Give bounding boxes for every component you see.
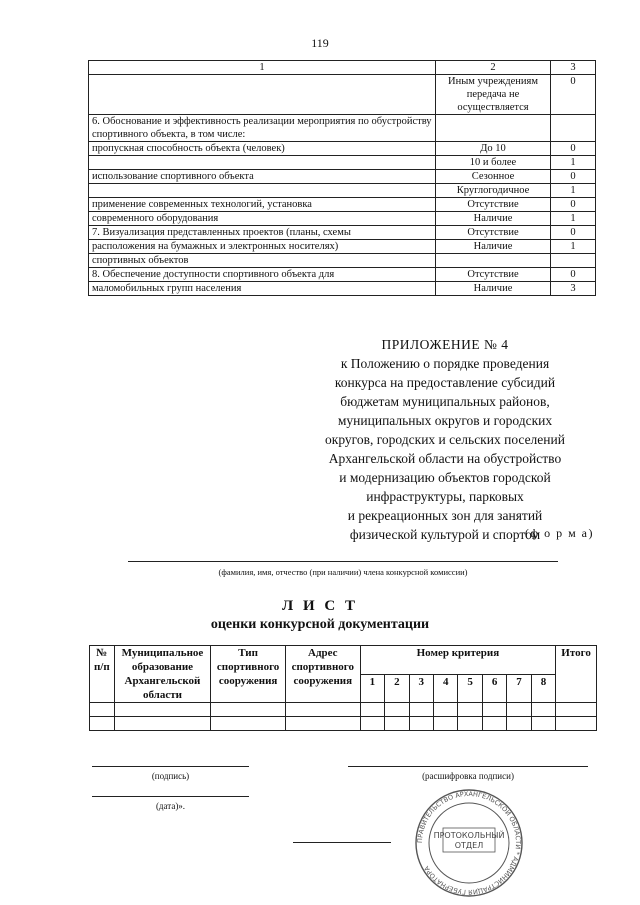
date-caption: (дата)».	[155, 801, 186, 811]
criteria-row	[89, 240, 596, 254]
signature-caption: (подпись)	[151, 771, 190, 781]
empty-cell	[507, 703, 531, 717]
appendix-line: инфраструктуры, парковых	[366, 489, 524, 504]
criteria-score: 0	[551, 142, 596, 156]
criteria-value: Наличие	[436, 240, 551, 254]
header-type: Тип спортивного сооружения	[211, 646, 286, 703]
official-stamp	[398, 788, 541, 898]
criteria-header-row	[89, 61, 596, 75]
stamp-text-line2: ОТДЕЛ	[454, 841, 484, 850]
decoding-line	[348, 766, 588, 767]
empty-cell	[531, 703, 555, 717]
name-underline	[128, 561, 558, 562]
criterion-number: 3	[409, 674, 433, 703]
empty-cell	[458, 703, 482, 717]
header-criteria: Номер критерия	[360, 646, 556, 675]
criteria-score: 0	[551, 170, 596, 184]
criteria-label: 8. Обеспечение доступности спортивного объекта для	[89, 268, 436, 282]
criteria-label: маломобильных групп населения	[89, 282, 436, 296]
criteria-value	[436, 254, 551, 268]
empty-cell	[433, 717, 457, 731]
signature-line	[92, 766, 249, 767]
header-total: Итого	[556, 646, 597, 703]
name-caption: (фамилия, имя, отчество (при наличии) члена конкурсной комиссии)	[218, 567, 468, 577]
empty-cell	[360, 703, 384, 717]
criteria-score: 1	[551, 156, 596, 170]
empty-cell	[90, 703, 115, 717]
date-line	[92, 796, 249, 797]
criteria-value: Сезонное	[436, 170, 551, 184]
criteria-label: 7. Визуализация представленных проектов (планы, схемы	[89, 226, 436, 240]
forma-label: (ф о р м а)	[524, 526, 594, 540]
criterion-number: 7	[507, 674, 531, 703]
criteria-score: 0	[551, 75, 596, 115]
criterion-number: 1	[360, 674, 384, 703]
evaluation-table	[89, 645, 597, 731]
stamp-ring-text: ПРАВИТЕЛЬСТВО АРХАНГЕЛЬСКОЙ ОБЛАСТИ * АДМИНИСТРАЦИЯ ГУБЕРНАТОРА	[415, 789, 523, 897]
table-row	[90, 703, 597, 717]
criteria-label: применение современных технологий, установка	[89, 198, 436, 212]
criteria-score: 0	[551, 198, 596, 212]
criteria-value: Отсутствие	[436, 198, 551, 212]
empty-cell	[556, 703, 597, 717]
appendix-line: муниципальных округов и городских	[337, 413, 553, 428]
criteria-label	[89, 156, 436, 170]
empty-cell	[507, 717, 531, 731]
criteria-value: Иным учреждениям передача не осуществляется	[436, 75, 551, 115]
criteria-row	[89, 212, 596, 226]
header-address: Адрес спортивного сооружения	[285, 646, 360, 703]
appendix-line: Архангельской области на обустройство	[328, 451, 562, 466]
stamp-text-line1: ПРОТОКОЛЬНЫЙ	[433, 831, 505, 840]
criteria-label: использование спортивного объекта	[89, 170, 436, 184]
empty-cell	[285, 703, 360, 717]
official-signature-line	[293, 842, 391, 843]
criteria-row	[89, 198, 596, 212]
table-row	[90, 717, 597, 731]
appendix-line: к Положению о порядке проведения	[340, 356, 550, 371]
criteria-row	[89, 282, 596, 296]
criterion-number: 4	[433, 674, 457, 703]
empty-cell	[385, 703, 409, 717]
criterion-number: 6	[482, 674, 506, 703]
empty-cell	[531, 717, 555, 731]
criteria-score: 1	[551, 240, 596, 254]
criteria-value: Отсутствие	[436, 226, 551, 240]
header-number: № п/п	[90, 646, 115, 703]
appendix-line: физической культурой и спортом	[349, 527, 541, 542]
header-municipality: Муниципальное образование Архангельской области	[114, 646, 211, 703]
empty-cell	[385, 717, 409, 731]
criteria-value: Наличие	[436, 282, 551, 296]
criteria-label: расположения на бумажных и электронных носителях)	[89, 240, 436, 254]
criteria-score: 1	[551, 184, 596, 198]
appendix-line: бюджетам муниципальных районов,	[340, 394, 550, 409]
criteria-label	[89, 184, 436, 198]
appendix-line: и рекреационных зон для занятий	[347, 508, 543, 523]
criteria-label: современного оборудования	[89, 212, 436, 226]
criteria-label	[89, 75, 436, 115]
empty-cell	[409, 717, 433, 731]
criteria-row	[89, 226, 596, 240]
criteria-col-header: 3	[551, 61, 596, 75]
criteria-row	[89, 156, 596, 170]
criteria-value: Отсутствие	[436, 268, 551, 282]
appendix-line: конкурса на предоставление субсидий	[334, 375, 556, 390]
criterion-number: 5	[458, 674, 482, 703]
sheet-subtitle: оценки конкурсной документации	[210, 617, 430, 632]
appendix-block	[300, 335, 590, 544]
empty-cell	[90, 717, 115, 731]
empty-cell	[482, 703, 506, 717]
criteria-score: 3	[551, 282, 596, 296]
criteria-label: спортивных объектов	[89, 254, 436, 268]
empty-cell	[114, 703, 211, 717]
empty-cell	[114, 717, 211, 731]
criteria-row	[89, 170, 596, 184]
criterion-number: 2	[385, 674, 409, 703]
criteria-score	[551, 115, 596, 142]
criteria-value: Наличие	[436, 212, 551, 226]
page-number: 119	[311, 36, 329, 50]
criteria-label: 6. Обоснование и эффективность реализации мероприятия по обустройству спортивного объекта, в том числе:	[89, 115, 436, 142]
criteria-value: Круглогодичное	[436, 184, 551, 198]
empty-cell	[482, 717, 506, 731]
appendix-title: ПРИЛОЖЕНИЕ № 4	[381, 337, 509, 352]
criteria-value: 10 и более	[436, 156, 551, 170]
appendix-line: и модернизацию объектов городской	[339, 470, 551, 485]
criteria-score: 1	[551, 212, 596, 226]
empty-cell	[409, 703, 433, 717]
criteria-row	[89, 268, 596, 282]
criteria-row	[89, 75, 596, 115]
empty-cell	[285, 717, 360, 731]
criteria-col-header: 2	[436, 61, 551, 75]
criteria-score: 0	[551, 268, 596, 282]
appendix-line: округов, городских и сельских поселений	[325, 432, 565, 447]
criteria-value	[436, 115, 551, 142]
criteria-value: До 10	[436, 142, 551, 156]
criteria-row	[89, 142, 596, 156]
empty-cell	[556, 717, 597, 731]
criterion-number: 8	[531, 674, 555, 703]
empty-cell	[360, 717, 384, 731]
criteria-col-header: 1	[89, 61, 436, 75]
criteria-table	[88, 60, 596, 296]
empty-cell	[211, 703, 286, 717]
criteria-row	[89, 254, 596, 268]
criteria-row	[89, 184, 596, 198]
empty-cell	[458, 717, 482, 731]
decoding-caption: (расшифровка подписи)	[422, 771, 514, 781]
criteria-score	[551, 254, 596, 268]
sheet-title: Л И С Т	[282, 598, 358, 614]
empty-cell	[433, 703, 457, 717]
criteria-row	[89, 115, 596, 142]
empty-cell	[211, 717, 286, 731]
criteria-label: пропускная способность объекта (человек)	[89, 142, 436, 156]
criteria-score: 0	[551, 226, 596, 240]
